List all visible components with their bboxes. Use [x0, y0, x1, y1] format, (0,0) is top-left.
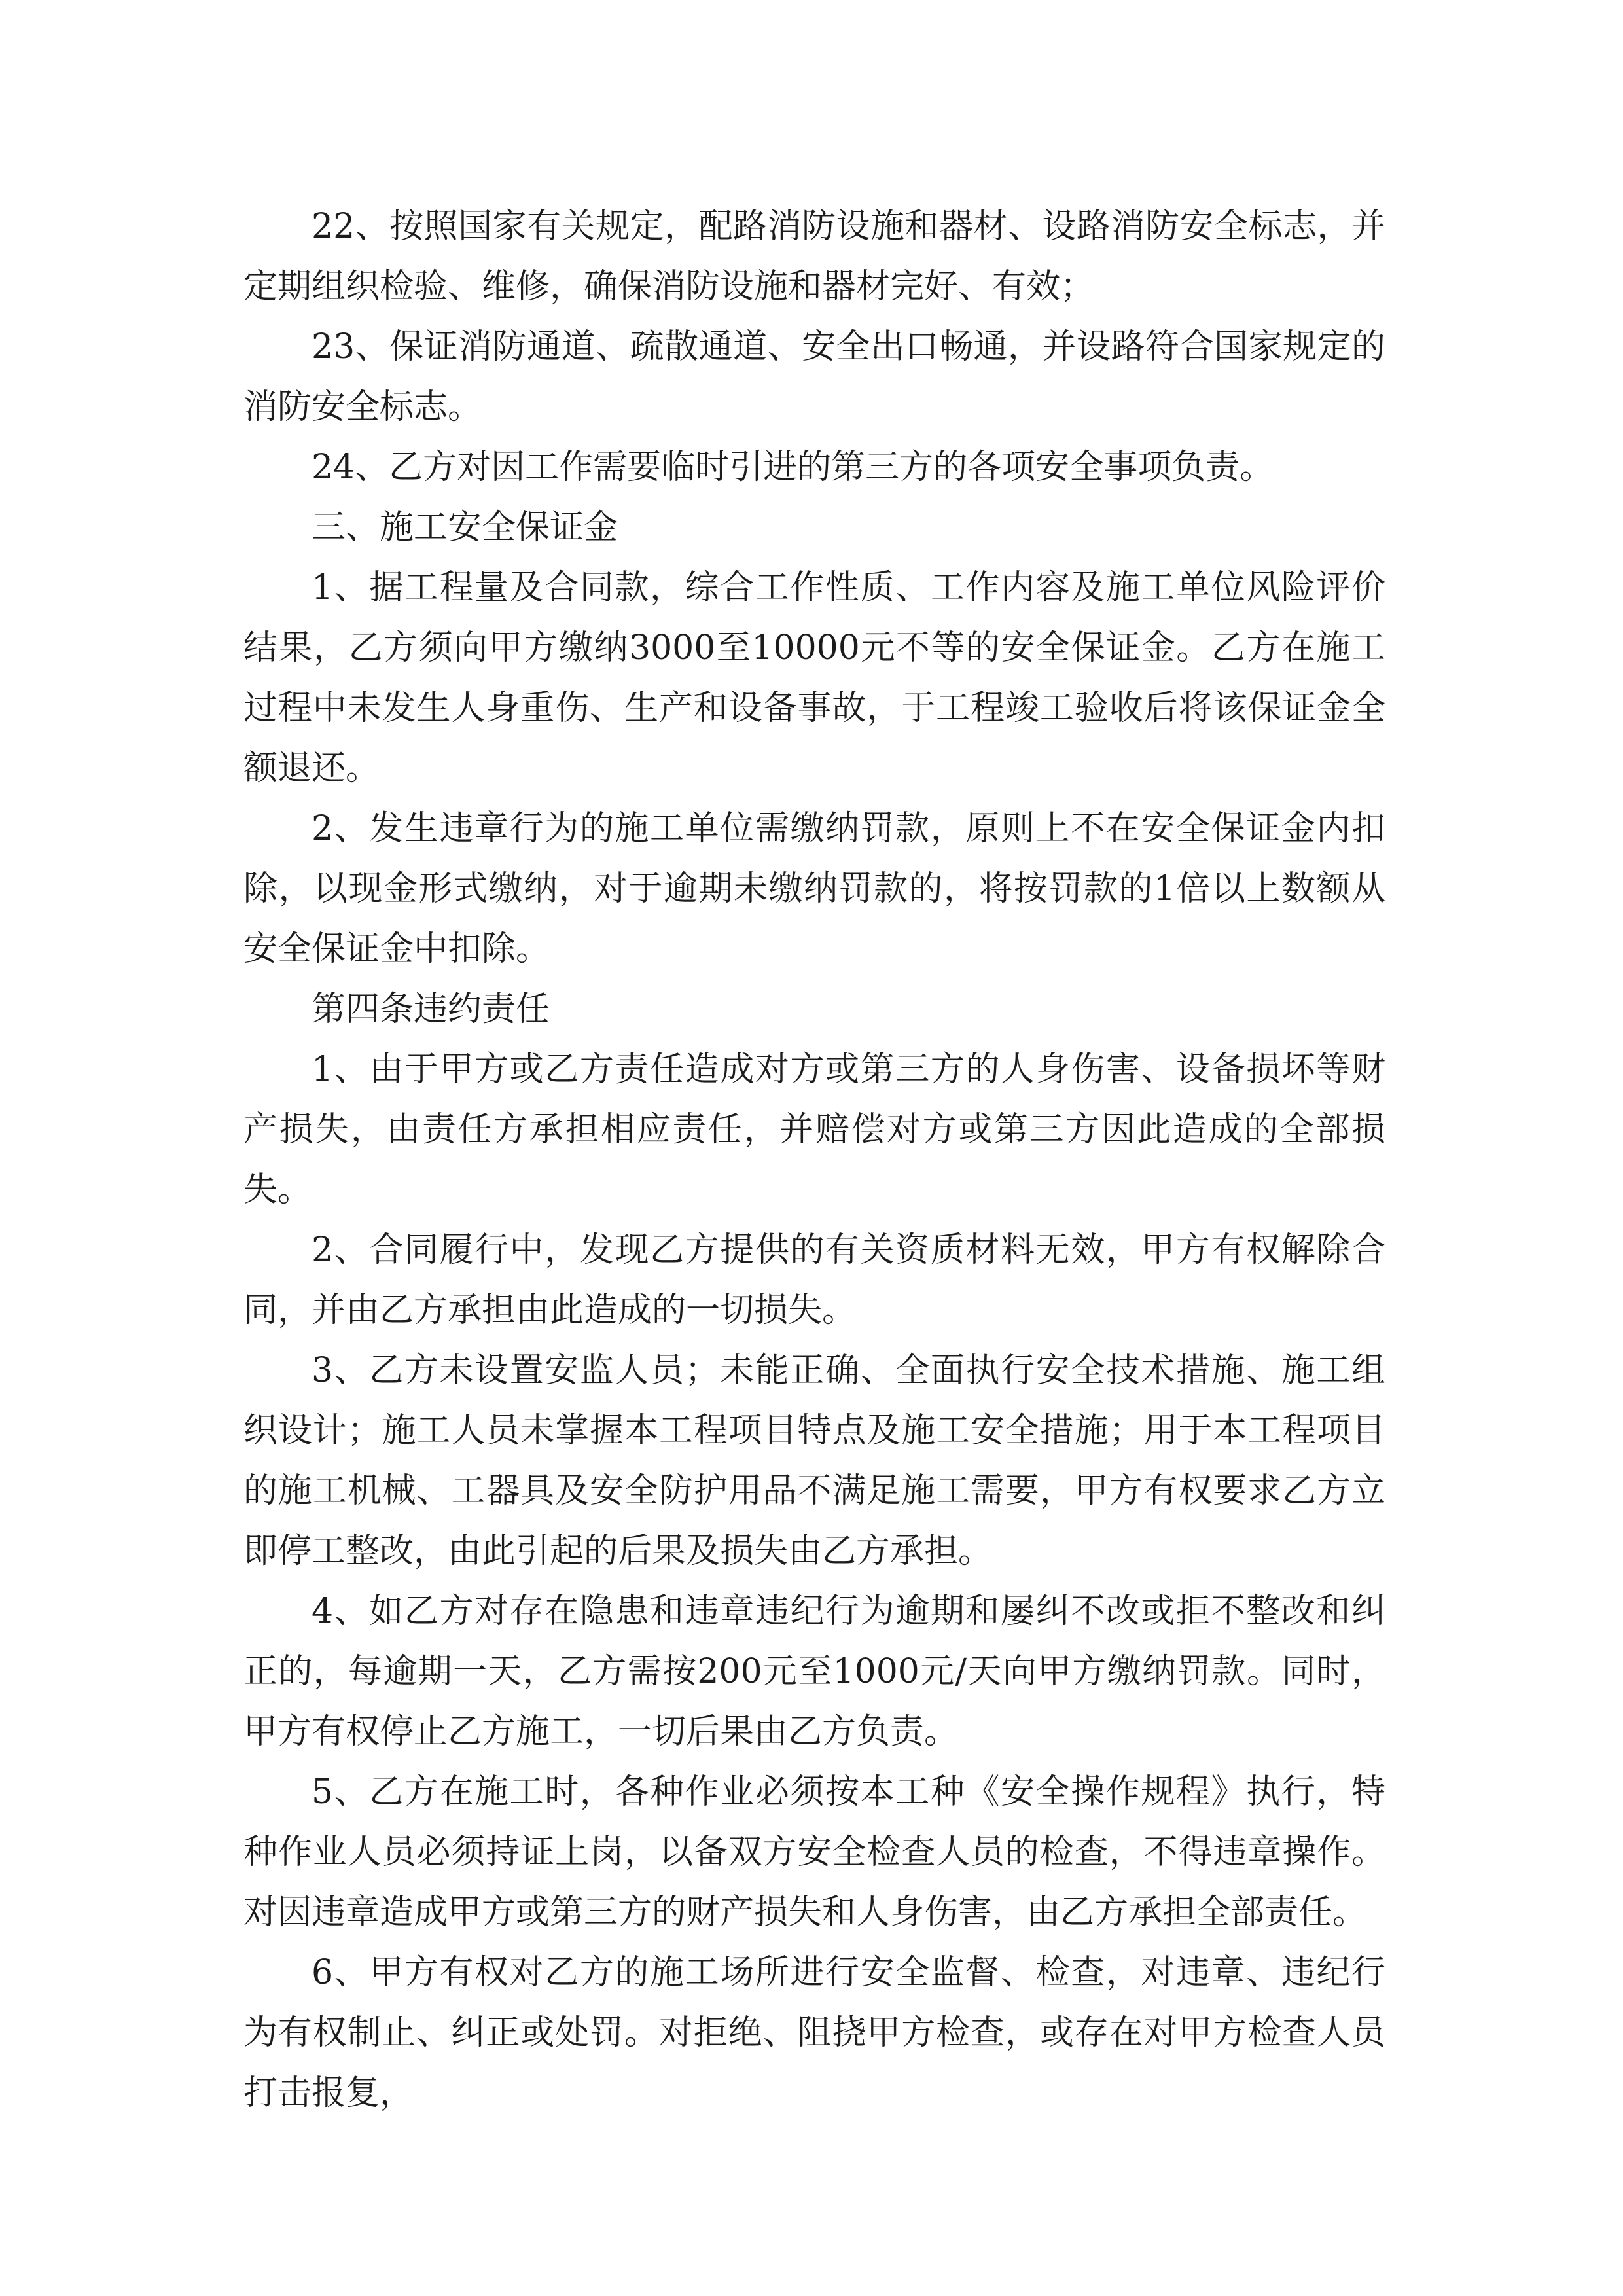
paragraph-liability-1: 1、由于甲方或乙方责任造成对方或第三方的人身伤害、设备损坏等财产损失，由责任方承担相应责任，并赔偿对方或第三方因此造成的全部损失。	[243, 1050, 1385, 1210]
paragraph-item-22: 22、按照国家有关规定，配路消防设施和器材、设路消防安全标志，并定期组织检验、维修，确保消防设施和器材完好、有效；	[243, 207, 1385, 306]
document-body	[243, 196, 1385, 2123]
paragraph-liability-4: 4、如乙方对存在隐患和违章违纪行为逾期和屡纠不改或拒不整改和纠正的，每逾期一天，乙方需按200元至1000元/天向甲方缴纳罚款。同时，甲方有权停止乙方施工，一切后果由乙方负责。	[243, 1592, 1385, 1751]
section-heading-liability: 第四条违约责任	[312, 990, 550, 1029]
paragraph-liability-6: 6、甲方有权对乙方的施工场所进行安全监督、检查，对违章、违纪行为有权制止、纠正或处罚。对拒绝、阻挠甲方检查，或存在对甲方检查人员打击报复，	[243, 1953, 1385, 2113]
paragraph-deposit-1: 1、据工程量及合同款，综合工作性质、工作内容及施工单位风险评价结果，乙方须向甲方缴纳3000至10000元不等的安全保证金。乙方在施工过程中未发生人身重伤、生产和设备事故，于工程竣工验收后将该保证金全额退还。	[243, 568, 1385, 788]
paragraph-deposit-2: 2、发生违章行为的施工单位需缴纳罚款，原则上不在安全保证金内扣除，以现金形式缴纳，对于逾期未缴纳罚款的，将按罚款的1倍以上数额从安全保证金中扣除。	[243, 809, 1385, 969]
paragraph-liability-2: 2、合同履行中，发现乙方提供的有关资质材料无效，甲方有权解除合同，并由乙方承担由此造成的一切损失。	[243, 1230, 1385, 1330]
paragraph-item-23: 23、保证消防通道、疏散通道、安全出口畅通，并设路符合国家规定的消防安全标志。	[243, 327, 1385, 427]
paragraph-liability-5: 5、乙方在施工时，各种作业必须按本工种《安全操作规程》执行，特种作业人员必须持证上岗，以备双方安全检查人员的检查，不得违章操作。对因违章造成甲方或第三方的财产损失和人身伤害，由乙方承担全部责任。	[243, 1772, 1385, 1932]
paragraph-item-24: 24、乙方对因工作需要临时引进的第三方的各项安全事项负责。	[312, 448, 1274, 487]
paragraph-liability-3: 3、乙方未设置安监人员；未能正确、全面执行安全技术措施、施工组织设计；施工人员未掌握本工程项目特点及施工安全措施；用于本工程项目的施工机械、工器具及安全防护用品不满足施工需要，甲方有权要求乙方立即停工整改，由此引起的后果及损失由乙方承担。	[243, 1351, 1385, 1571]
section-heading-deposit: 三、施工安全保证金	[312, 508, 618, 547]
